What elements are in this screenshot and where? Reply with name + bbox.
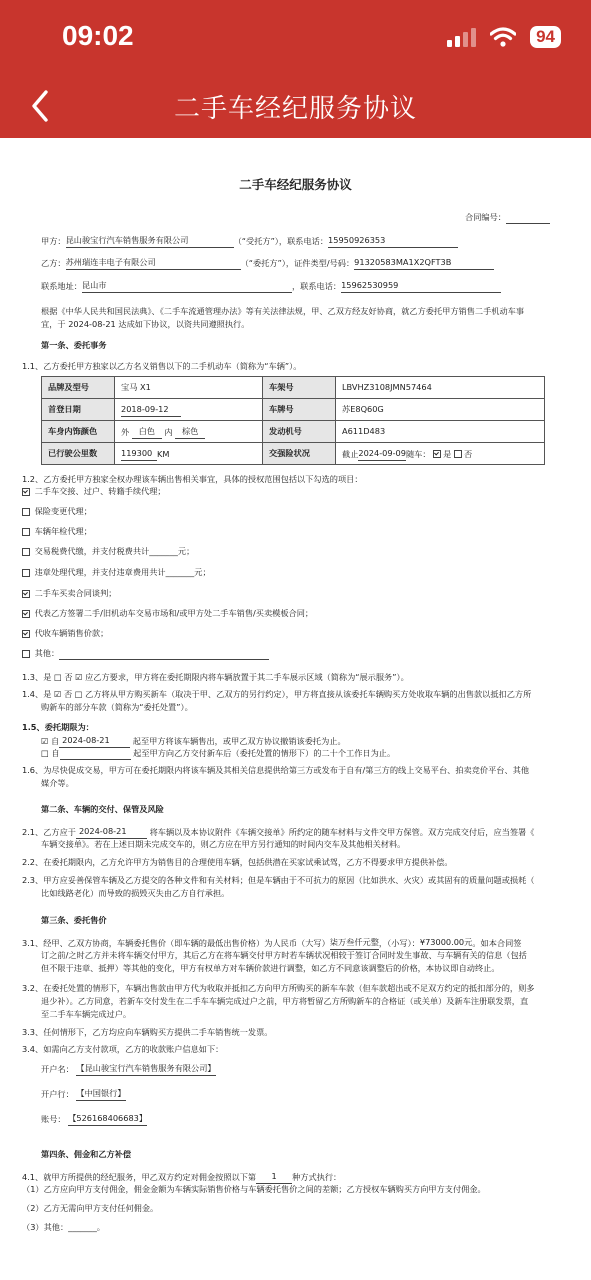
- clause-2-3-a: 2.3、甲方应妥善保管车辆及乙方提交的各种文件和有关材料；但是车辆由于不可抗力的原因（比如洪水、火灾）或其固有的质量问题或损耗（: [22, 875, 535, 885]
- table-cell: 已行驶公里数: [42, 443, 115, 465]
- option-7: 代表乙方签署二手/旧机动车交易市场和/或甲方处二手车销售/买卖模板合同；: [22, 607, 313, 620]
- wifi-icon: [490, 27, 516, 47]
- battery-indicator: 94: [530, 26, 561, 48]
- party-a-line: 甲方：昆山骏宝行汽车销售服务有限公司 （“受托方”），联系电话：15950926353: [41, 234, 458, 248]
- table-cell: 截止2024-09-09随车： 是 否: [336, 443, 545, 465]
- checkbox-checked[interactable]: [22, 488, 30, 496]
- table-row: [42, 399, 545, 421]
- preamble-line-1: 根据《中华人民共和国民法典》、《二手车流通管理办法》等有关法律法规，甲、乙双方经友好协商，就乙方委托甲方销售二手机动车事: [41, 306, 525, 316]
- table-cell: 首登日期: [42, 399, 115, 421]
- clause-1-3: 1.3、是 □ 否 ☑ 应乙方要求，甲方将在委托期限内将车辆放置于其二手车展示区域（简称为“展示服务”）。: [22, 672, 409, 682]
- option-6: 二手车买卖合同谈判；: [22, 587, 117, 600]
- table-cell: 车牌号: [263, 399, 336, 421]
- table-cell: 车身内饰颜色: [42, 421, 115, 443]
- table-cell: 119300 KM: [115, 443, 263, 465]
- checkbox[interactable]: [22, 528, 30, 536]
- table-cell: 交强险状况: [263, 443, 336, 465]
- clause-1-5-a: ☑ 自 2024-08-21 起至甲方将该车辆售出，或甲乙双方协议撤销该委托为止。: [41, 735, 346, 746]
- table-cell: 宝马 X1: [115, 377, 263, 399]
- party-b-phone: 15962530959: [341, 279, 501, 293]
- table-row: [42, 377, 545, 399]
- party-b-name: 苏州瑞连丰电子有限公司: [66, 256, 241, 270]
- checkbox-checked[interactable]: [22, 630, 30, 638]
- checkbox[interactable]: [22, 650, 30, 658]
- price-lowercase: ¥73000.00元: [420, 936, 472, 950]
- table-cell: 品牌及型号: [42, 377, 115, 399]
- status-bar: [0, 0, 591, 78]
- clause-3-1-b: 订之前/之时乙方并未将车辆交付甲方，其后乙方在将车辆交付甲方时若车辆状况相较于签订合同时发生事故、与车辆有关的信息（包括: [41, 950, 527, 960]
- document-title: 二手车经纪服务协议: [239, 177, 352, 192]
- table-row: [42, 443, 545, 465]
- vehicle-table: [41, 376, 545, 465]
- table-cell: 2018-09-12: [115, 399, 263, 421]
- option-8: 代收车辆销售价款；: [22, 627, 108, 640]
- signal-icon: [447, 27, 476, 47]
- checkbox[interactable]: [454, 450, 462, 458]
- checkbox[interactable]: [22, 569, 30, 577]
- option-3: 车辆年检代理；: [22, 525, 92, 538]
- party-a-phone: 15950926353: [328, 234, 458, 248]
- clause-1-4-a: 1.4、是 ☑ 否 □ 乙方将从甲方购买新车（取决于甲、乙双方的另行约定），甲方将直接从该委托车辆购买方处收取车辆的出售款以抵扣乙方所: [22, 689, 532, 699]
- address-line: 联系地址：昆山市 ，联系电话：15962530959: [41, 279, 501, 293]
- clause-3-2-c: 至二手车车辆完成过户。: [41, 1009, 132, 1019]
- clause-1-6-b: 媒介等。: [41, 778, 74, 788]
- clause-3-4: 3.4、如需向乙方支付款项，乙方的收款账户信息如下：: [22, 1044, 224, 1054]
- clause-1-5-title: 1.5、委托期限为：: [22, 722, 94, 732]
- checkbox[interactable]: [22, 508, 30, 516]
- address-value: 昆山市: [82, 279, 292, 293]
- checkbox[interactable]: [22, 548, 30, 556]
- option-2: 保险变更代理；: [22, 505, 92, 518]
- clause-3-1-a: 3.1、经甲、乙双方协商，车辆委托售价（即车辆的最低出售价格）为人民币（大写）柒万叁仟元整，（小写）：¥73000.00元。如本合同签: [22, 937, 522, 948]
- clause-3-3: 3.3、任何情形下，乙方均应向车辆购买方提供二手车销售统一发票。: [22, 1027, 273, 1037]
- clause-3-2-b: 退少补）。乙方同意，若新车交付发生在二手车车辆完成过户之前，甲方将暂留乙方所购新车的合格证（或关单）及新车注册联发票，直: [41, 996, 529, 1006]
- table-cell: 外 白色 内 棕色: [115, 421, 263, 443]
- section-2-title: 第二条、车辆的交付、保管及风险: [41, 804, 164, 814]
- clause-1-4-b: 购新车的部分车款（简称为“委托处置”）。: [41, 702, 193, 712]
- nav-bar: [0, 78, 591, 138]
- contract-number-field: [506, 212, 550, 224]
- commission-option-2: （2）乙方无需向甲方支付任何佣金。: [22, 1203, 159, 1213]
- party-b-line: 乙方：苏州瑞连丰电子有限公司 （“委托方”），证件类型/号码：91320583MA1X2QFT3B: [41, 256, 494, 270]
- table-cell: LBVHZ3108JMN57464: [336, 377, 545, 399]
- price-uppercase: 柒万叁仟元整: [330, 936, 379, 950]
- checkbox-checked[interactable]: [22, 610, 30, 618]
- account-number: 账号： 【526168406683】: [41, 1113, 148, 1124]
- status-time: 09:02: [62, 20, 134, 51]
- option-9: 其他：: [22, 647, 269, 660]
- preamble-line-2: 宜，于 2024-08-21 达成如下协议，以资共同遵照执行。: [41, 319, 250, 329]
- checkbox-checked[interactable]: [433, 450, 441, 458]
- commission-option-1: （1）乙方应向甲方支付佣金，佣金金额为车辆实际销售价格与车辆委托售价之间的差额；乙方授权车辆购买方向甲方支付佣金。: [22, 1184, 486, 1194]
- clause-1-1: 1.1、乙方委托甲方独家以乙方名义销售以下的二手机动车（简称为“车辆”）。: [22, 361, 302, 371]
- clause-1-2: 1.2、乙方委托甲方独家全权办理该车辆出售相关事宜，具体的授权范围包括以下勾选的项目：: [22, 474, 363, 484]
- clause-4-1: 4.1、就甲方所提供的经纪服务，甲乙双方约定对佣金按照以下第 1 种方式执行：: [22, 1171, 342, 1182]
- clause-2-1-b: 车辆交接单》。若在上述日期未完成交车的，则乙方应在甲方另行通知的时间内交车及其他相关材料。: [41, 839, 406, 849]
- option-1: 二手车交接、过户、转籍手续代理；: [22, 485, 166, 498]
- option-5: 违章处理代理，并支付违章费用共计_______元；: [22, 566, 211, 579]
- commission-option-3: （3）其他：_______。: [22, 1222, 105, 1232]
- clause-1-5-b: □ 自 起至甲方向乙方交付新车后（委托处置的情形下）的二十个工作日为止。: [41, 748, 396, 758]
- checkbox-checked[interactable]: [22, 590, 30, 598]
- clause-3-2-a: 3.2、在委托处置的情形下，车辆出售款由甲方代为收取并抵扣乙方向甲方所购买的新车车款（但车款超出或不足双方约定的抵扣部分的，则多: [22, 983, 535, 993]
- agreement-document[interactable]: [0, 138, 591, 1280]
- party-a-name: 昆山骏宝行汽车销售服务有限公司: [66, 234, 234, 248]
- contract-number: 合同编号：: [465, 211, 550, 224]
- table-cell: 苏E8Q60G: [336, 399, 545, 421]
- table-cell: 发动机号: [263, 421, 336, 443]
- preamble-date: 2024-08-21: [68, 319, 116, 329]
- account-bank: 开户行： 【中国银行】: [41, 1088, 126, 1099]
- option-4: 交易税费代缴，并支付税费共计_______元；: [22, 545, 194, 558]
- account-name: 开户名： 【昆山骏宝行汽车销售服务有限公司】: [41, 1063, 216, 1074]
- table-cell: 车架号: [263, 377, 336, 399]
- status-icons: [447, 26, 561, 48]
- page-title: 二手车经纪服务协议: [173, 94, 417, 124]
- section-1-title: 第一条、委托事务: [41, 340, 107, 350]
- party-b-id: 91320583MA1X2QFT3B: [354, 256, 494, 270]
- clause-2-3-b: 比如线路老化）而导致的损毁灭失由乙方自行承担。: [41, 888, 230, 898]
- clause-2-1-a: 2.1、乙方应于 2024-08-21 将车辆以及本协议附件《车辆交接单》所约定的随车材料与文件交甲方保管。双方完成交付后，应当签署《: [22, 826, 535, 837]
- section-4-title: 第四条、佣金和乙方补偿: [41, 1149, 132, 1159]
- table-row: [42, 421, 545, 443]
- clause-2-2: 2.2、在委托期限内，乙方允许甲方为销售目的合理使用车辆，包括供潜在买家试乘试驾，乙方不得要求甲方提供补偿。: [22, 857, 453, 867]
- clause-3-1-c: 但不限于违章、抵押）等其他的变化，甲方有权单方对车辆价款进行调整，如乙方不同意该调整后的价格，本协议即自动终止。: [41, 963, 500, 973]
- table-cell: A611D483: [336, 421, 545, 443]
- clause-1-6-a: 1.6、为尽快促成交易，甲方可在委托期限内将该车辆及其相关信息提供给第三方或发布于自有/第三方的线上交易平台、拍卖竞价平台、其他: [22, 765, 530, 775]
- section-3-title: 第三条、委托售价: [41, 915, 107, 925]
